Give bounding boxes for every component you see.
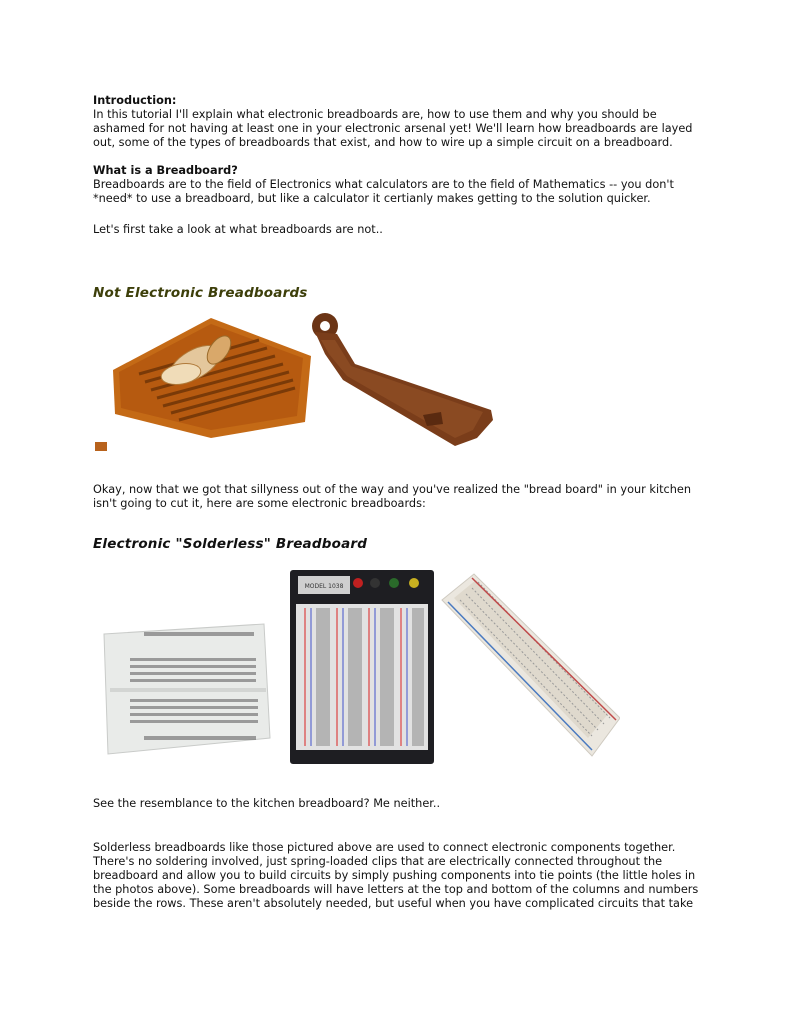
resemblance-paragraph <box>93 797 703 811</box>
first-look-text: Let's first take a look at what breadboards are not.. <box>93 223 383 236</box>
electronic-breadboards-image <box>100 568 620 766</box>
small-white-breadboard <box>104 624 270 754</box>
solderless-paragraph <box>93 841 703 911</box>
mounted-breadboard <box>290 570 434 764</box>
paddle-bread-board <box>312 313 493 446</box>
board-model-label: MODEL 1038 <box>304 583 344 590</box>
solderless-text: Solderless breadboards like those pictured above are used to connect electronic components together. There's no soldering involved, just spring-loaded clips that are electrically connected throughout the breadboard and allow you to build circuits by simply pushing components into tie points (the little holes in the photos above). Some breadboards will have letters at the top and bottom of the columns and numbers beside the rows. These aren't absolutely needed, but useful when you have complicated circuits that take <box>93 841 699 910</box>
kitchen-breadboards-image <box>93 310 495 456</box>
solderless-heading: Electronic "Solderless" Breadboard <box>93 536 368 552</box>
slatted-bread-board <box>113 318 311 438</box>
what-section <box>93 164 703 206</box>
intro-paragraph: In this tutorial I'll explain what electronic breadboards are, how to use them and why you should be ashamed for not having at least one in your electronic arsenal yet! We'll learn how breadboards are layed out, some of the types of breadboards that exist, and how to wire up a simple circuit on a breadboard. <box>93 108 693 149</box>
intro-heading: Introduction: <box>93 94 177 107</box>
what-paragraph: Breadboards are to the field of Electronics what calculators are to the field of Mathematics -- you don't *need* to use a breadboard, but like a calculator it certianly makes getting to the solution quicker. <box>93 178 674 205</box>
what-heading: What is a Breadboard? <box>93 164 238 177</box>
long-breadboard <box>442 574 620 756</box>
first-look-paragraph <box>93 223 703 237</box>
not-electronic-heading: Not Electronic Breadboards <box>93 285 308 301</box>
okay-text: Okay, now that we got that sillyness out of the way and you've realized the "bread board" in your kitchen isn't going to cut it, here are some electronic breadboards: <box>93 483 692 510</box>
okay-paragraph <box>93 483 703 511</box>
resemblance-text: See the resemblance to the kitchen breadboard? Me neither.. <box>93 797 441 810</box>
intro-section <box>93 94 703 150</box>
